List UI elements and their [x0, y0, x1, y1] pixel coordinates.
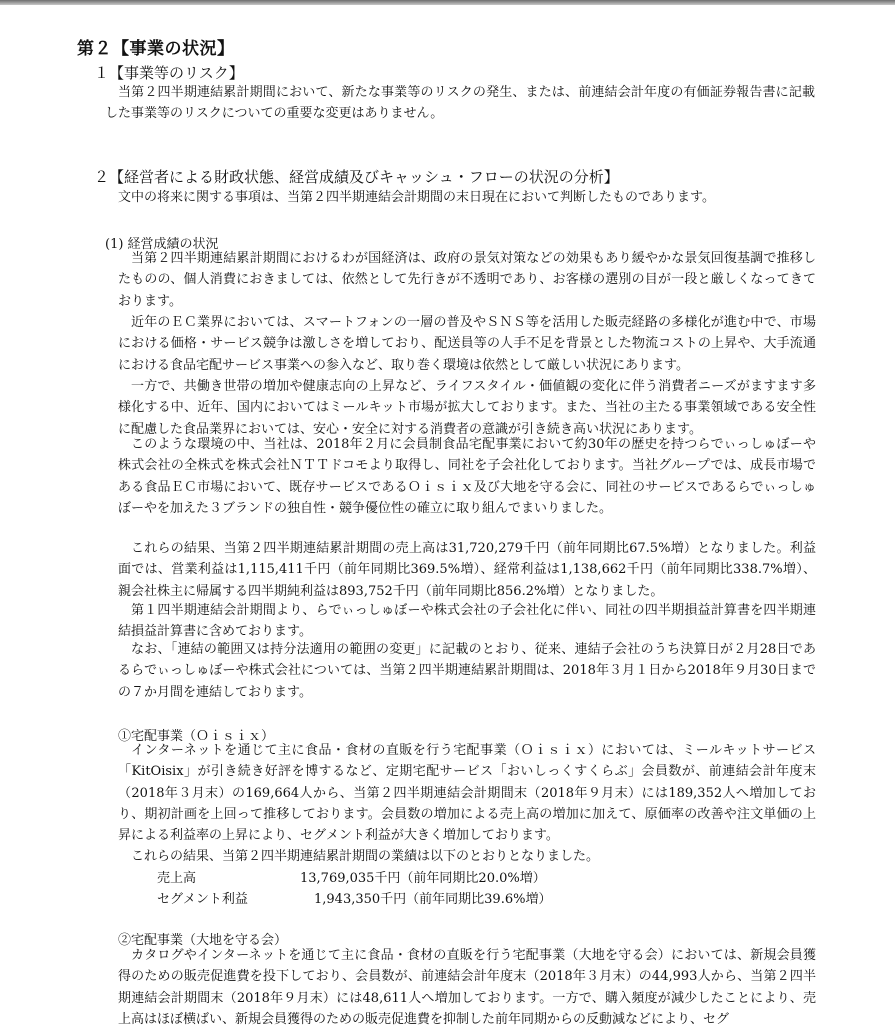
section2-title: ２【経営者による財政状態、経営成績及びキャッシュ・フローの状況の分析】 — [94, 168, 619, 186]
results-para-1: 当第２四半期連結累計期間におけるわが国経済は、政府の景気対策などの効果もあり緩やかな景気回復基調で推移したものの、個人消費におきましては、依然として先行きが不透明であり、お客様の選別の目が一段と厳しくなってきております。 — [118, 251, 816, 309]
row-label: セグメント利益 — [157, 892, 248, 907]
row-value: 1,943,350千円（前年同期比39.6%増） — [314, 892, 552, 907]
row-label: 売上高 — [157, 871, 197, 886]
subsection1-title: (1) 経営成績の状況 — [105, 237, 219, 252]
results-para-3: 一方で、共働き世帯の増加や健康志向の上昇など、ライフスタイル・価値観の変化に伴う消費者ニーズがますます多様化する中、近年、国内においてはミールキット市場が拡大しております。また、当社の主たる事業領域である安全性に配慮した食品業界においては、安心・安全に対する消費者の意識が引き続き高い状況にあります。 — [118, 379, 816, 437]
segment1-profit-row — [157, 888, 757, 908]
viewer-top-edge — [0, 0, 895, 5]
results-para-5: これらの結果、当第２四半期連結累計期間の売上高は31,720,279千円（前年同期比67.5%増）となりました。利益面では、営業利益は1,115,411千円（前年同期比369.5%増）、経常利益は1,138,662千円（前年同期比338.7%増）、親会社株主に帰属する四半期純利益は893,752千円（前年同期比856.2%増）となりました。 — [118, 541, 816, 599]
segment2-title: ②宅配事業（大地を守る会） — [118, 933, 288, 948]
results-para-2: 近年のＥＣ業界においては、スマートフォンの一層の普及やＳＮＳ等を活用した販売経路の多様化が進む中で、市場における価格・サービス競争は激しさを増しており、配送員等の人手不足を背景とした物流コストの上昇や、大手流通における食品宅配サービス事業への参入など、取り巻く環境は依然として厳しい状況にあります。 — [118, 315, 816, 373]
segment1-para-1: インターネットを通じて主に食品・食材の直販を行う宅配事業（Ｏｉｓｉｘ）においては、ミールキットサービス「KitOisix」が引き続き好評を博するなど、定期宅配サービス「おいしっくすくらぶ」会員数が、前連結会計年度末（2018年３月末）の169,664人から、当第２四半期連結会計期間末（2018年９月末）には189,352人へ増加しており、期初計画を上回って推移しております。会員数の増加による売上高の増加に加えて、原価率の改善や注文単価の上昇による利益率の上昇により、セグメント利益が大きく増加しております。 — [118, 743, 816, 844]
section1-body: 当第２四半期連結累計期間において、新たな事業等のリスクの発生、または、前連結会計年度の有価証券報告書に記載した事業等のリスクについての重要な変更はありません。 — [105, 85, 815, 122]
results-para-6: 第１四半期連結会計期間より、らでぃっしゅぼーや株式会社の子会社化に伴い、同社の四半期損益計算書を四半期連結損益計算書に含めております。 — [118, 603, 816, 640]
page-heading: 第２【事業の状況】 — [77, 39, 235, 59]
section1-title: １【事業等のリスク】 — [94, 64, 244, 82]
section2-intro: 文中の将来に関する事項は、当第２四半期連結会計期間の末日現在において判断したものであります。 — [118, 190, 715, 205]
segment1-sales-row — [157, 867, 757, 887]
results-para-7: なお、「連結の範囲又は持分法適用の範囲の変更」に記載のとおり、従来、連結子会社のうち決算日が２月28日であるらでぃっしゅぼーや株式会社については、当第２四半期連結累計期間は、2018年３月１日から2018年９月30日までの７か月間を連結しております。 — [118, 642, 816, 700]
segment2-para-1: カタログやインターネットを通じて主に食品・食材の直販を行う宅配事業（大地を守る会）においては、新規会員獲得のための販売促進費を投下しており、会員数が、前連結会計年度末（2018年３月末）の44,993人から、当第２四半期連結会計期間末（2018年９月末）には48,611人へ増加しております。一方で、購入頻度が減少したことにより、売上高はほぼ横ばい、新規会員獲得のための販売促進費を抑制した前年同期からの反動減などにより、セグ — [118, 948, 816, 1027]
segment1-title: ①宅配事業（Ｏｉｓｉｘ） — [118, 729, 275, 744]
row-value: 13,769,035千円（前年同期比20.0%増） — [300, 871, 546, 886]
segment1-para-2: これらの結果、当第２四半期連結累計期間の業績は以下のとおりとなりました。 — [131, 849, 600, 864]
results-para-4: このような環境の中、当社は、2018年２月に会員制食品宅配事業において約30年の歴史を持つらでぃっしゅぼーや株式会社の全株式を株式会社ＮＴＴドコモより取得し、同社を子会社化しております。当社グループでは、成長市場である食品ＥＣ市場において、既存サービスであるＯｉｓｉｘ及び大地を守る会に、同社のサービスであるらでぃっしゅぼーやを加えた３ブランドの独自性・競争優位性の確立に取り組んでまいりました。 — [118, 437, 816, 516]
